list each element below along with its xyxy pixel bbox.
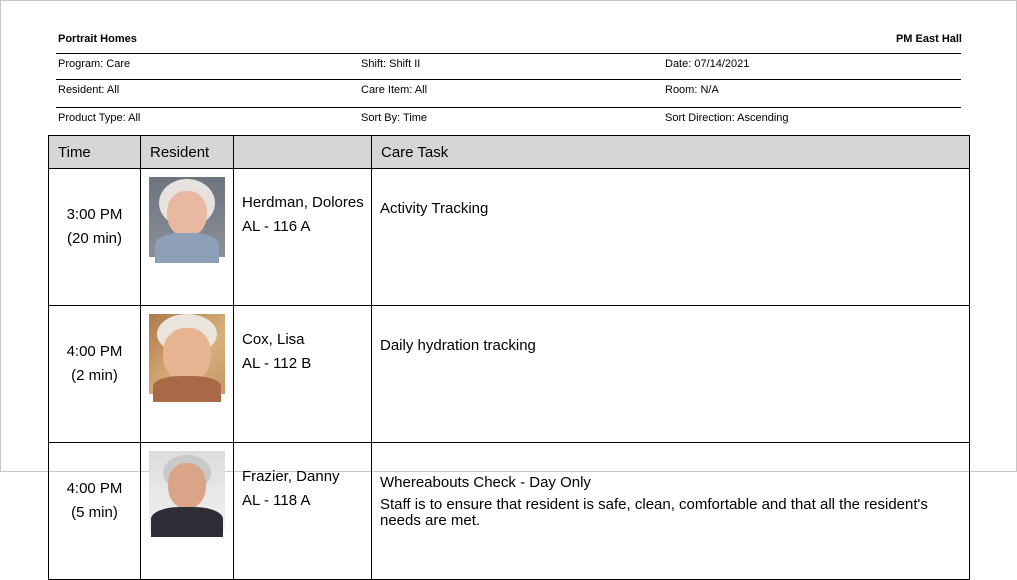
filter-room: Room: N/A [665,84,719,96]
resident-name: Frazier, Danny [242,468,340,485]
task-duration: (2 min) [71,367,118,384]
resident-name: Cox, Lisa [242,331,305,348]
report-header [56,32,964,52]
resident-name: Herdman, Dolores [242,194,364,211]
resident-room: AL - 116 A [242,218,311,235]
table-row [49,443,970,580]
care-task-title: Activity Tracking [380,200,489,217]
care-task-title: Daily hydration tracking [380,337,536,354]
filter-sort-by: Sort By: Time [361,112,428,124]
resident-cell [234,306,372,443]
task-duration: (20 min) [66,230,122,247]
filter-sort-direction: Sort Direction: Ascending [665,112,789,124]
column-header-care-task: Care Task [372,136,970,169]
resident-photo [149,177,225,257]
task-time: 4:00 PM [66,343,123,360]
care-task-cell [372,169,970,306]
table-row [49,169,970,306]
time-cell [49,169,141,306]
filter-date: Date: 07/14/2021 [665,58,750,70]
task-time: 4:00 PM [66,480,123,497]
column-header-resident-detail [234,136,372,169]
filter-row-3 [56,107,961,135]
column-header-time: Time [49,136,141,169]
filter-care-item: Care Item: All [361,84,428,96]
care-task-cell [372,443,970,580]
filter-row-1 [56,53,961,81]
resident-photo [149,314,225,394]
filter-row-2 [56,79,961,107]
resident-cell [234,169,372,306]
time-cell [49,306,141,443]
filter-resident: Resident: All [58,84,120,96]
resident-cell [234,443,372,580]
task-time: 3:00 PM [66,206,123,223]
photo-cell [141,443,234,580]
filter-shift: Shift: Shift II [361,58,421,70]
unit-name: PM East Hall [895,33,962,45]
photo-cell [141,169,234,306]
resident-photo [149,451,225,531]
task-duration: (5 min) [71,504,118,521]
care-task-note: Staff is to ensure that resident is safe, clean, comfortable and that all the resident's needs are met. [380,496,928,529]
photo-cell [141,306,234,443]
time-cell [49,443,141,580]
care-task-cell [372,306,970,443]
resident-room: AL - 112 B [242,355,312,372]
table-row [49,306,970,443]
care-task-title: Whereabouts Check - Day Only [380,474,591,491]
filter-program: Program: Care [58,58,131,70]
care-task-table [48,135,970,580]
column-header-resident: Resident [141,136,234,169]
resident-room: AL - 118 A [242,492,311,509]
filter-product-type: Product Type: All [58,112,141,124]
org-name: Portrait Homes [58,33,137,45]
table-header-row [49,136,970,169]
